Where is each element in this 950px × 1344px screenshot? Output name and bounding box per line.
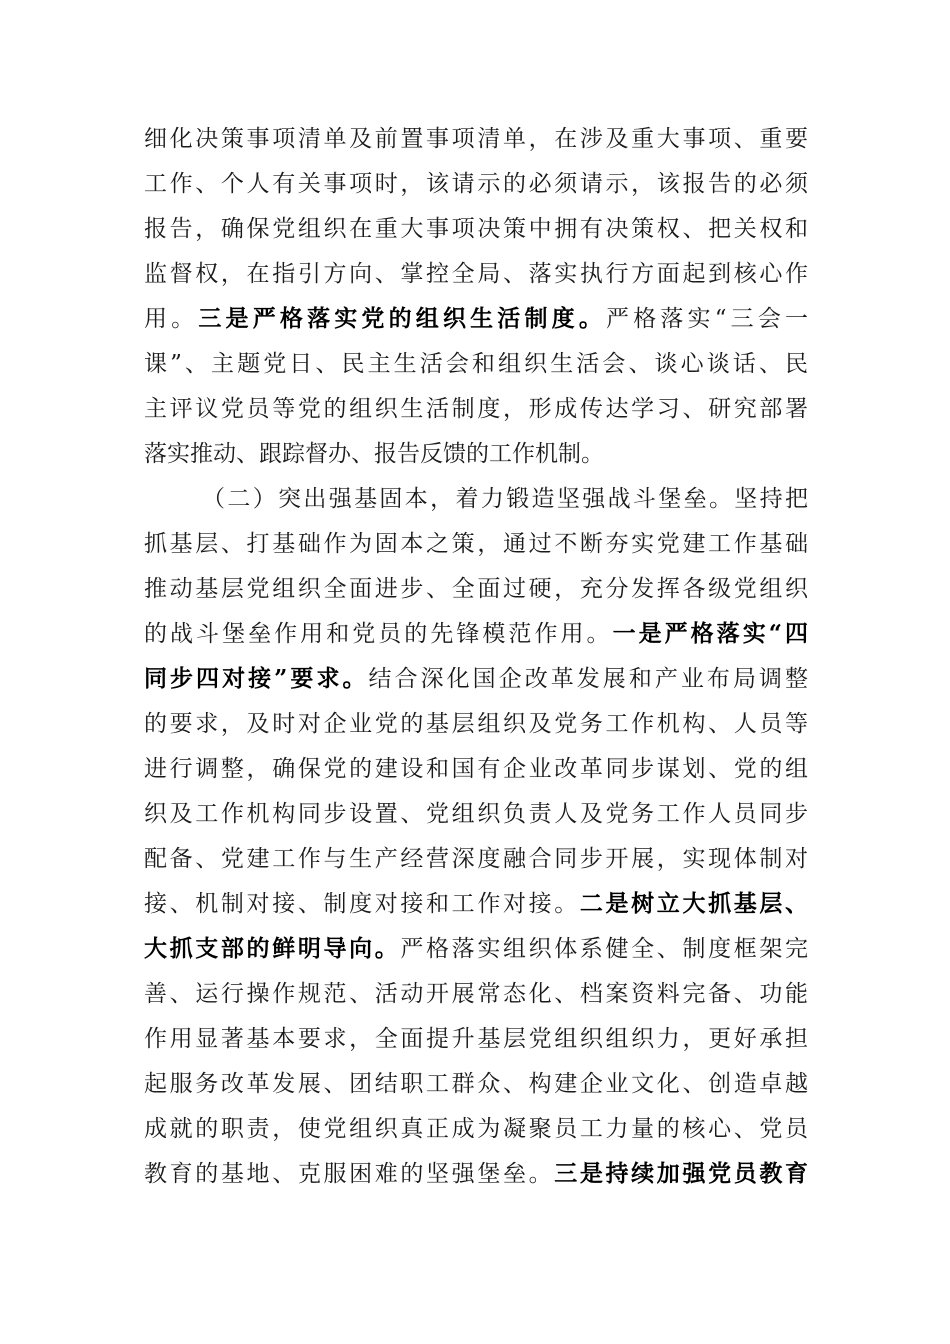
text-span: 细化决策事项清单及前置事项清单，在涉及重大事项、重要 <box>144 126 808 152</box>
text-span: 工作、个人有关事项时，该请示的必须请示，该报告的必须 <box>144 171 808 197</box>
text-line <box>144 161 808 207</box>
text-span: 善、运行操作规范、活动开展常态化、档案资料完备、功能 <box>144 981 808 1007</box>
text-line <box>144 431 808 477</box>
text-line <box>144 1106 808 1152</box>
text-line <box>144 206 808 252</box>
text-span: 成就的职责，使党组织真正成为凝聚员工力量的核心、党员 <box>144 1116 808 1142</box>
text-span: 报告，确保党组织在重大事项决策中拥有决策权、把关权和 <box>144 216 808 242</box>
text-line <box>144 341 808 387</box>
text-line <box>144 656 808 702</box>
text-line <box>144 746 808 792</box>
text-span: 起服务改革发展、团结职工群众、构建企业文化、创造卓越 <box>144 1071 808 1097</box>
text-line <box>144 296 808 342</box>
text-span: 进行调整，确保党的建设和国有企业改革同步谋划、党的组 <box>144 756 808 782</box>
text-span: 用。 <box>144 306 199 332</box>
text-span: 的战斗堡垒作用和党员的先锋模范作用。 <box>144 621 613 647</box>
text-span: 主评议党员等党的组织生活制度，形成传达学习、研究部署 <box>144 396 808 422</box>
text-line <box>144 971 808 1017</box>
text-line <box>144 521 808 567</box>
text-span: 课”、主题党日、民主生活会和组织生活会、谈心谈话、民 <box>144 351 808 377</box>
text-line <box>144 1151 808 1197</box>
text-line <box>144 1016 808 1062</box>
text-span: 作用显著基本要求，全面提升基层党组织组织力，更好承担 <box>144 1026 808 1052</box>
text-span: 严格落实组织体系健全、制度框架完 <box>400 936 809 962</box>
text-span: 落实推动、跟踪督办、报告反馈的工作机制。 <box>144 441 604 467</box>
text-span: 接、机制对接、制度对接和工作对接。 <box>144 891 580 917</box>
section-heading-line <box>202 476 808 522</box>
text-line <box>144 386 808 432</box>
text-span: 配备、党建工作与生产经营深度融合同步开展，实现体制对 <box>144 846 808 872</box>
bold-heading-span: 二是树立大抓基层、 <box>579 890 809 917</box>
bold-heading-span: 三是严格落实党的组织生活制度。 <box>198 305 607 332</box>
text-span: 严格落实“三会一 <box>606 306 809 332</box>
bold-heading-span: 同步四对接”要求。 <box>144 665 369 692</box>
text-line <box>144 701 808 747</box>
text-line <box>144 836 808 882</box>
text-line <box>144 926 808 972</box>
text-span: 的要求，及时对企业党的基层组织及党务工作机构、人员等 <box>144 711 808 737</box>
bold-heading-span: 三是持续加强党员教育 <box>554 1160 809 1187</box>
text-line <box>144 251 808 297</box>
text-line <box>144 881 808 927</box>
bold-heading-span: 一是严格落实“四 <box>612 620 809 647</box>
text-line <box>144 566 808 612</box>
text-line <box>144 611 808 657</box>
bold-heading-span: 大抓支部的鲜明导向。 <box>144 935 401 962</box>
text-span: 结合深化国企改革发展和产业布局调整 <box>368 666 809 692</box>
text-span: 教育的基地、克服困难的坚强堡垒。 <box>144 1161 555 1187</box>
text-span: 推动基层党组织全面进步、全面过硬，充分发挥各级党组织 <box>144 576 808 602</box>
text-line <box>144 791 808 837</box>
text-line <box>144 1061 808 1107</box>
text-span: 监督权，在指引方向、掌控全局、落实执行方面起到核心作 <box>144 261 808 287</box>
text-span: 抓基层、打基础作为固本之策，通过不断夯实党建工作基础 <box>144 531 808 557</box>
text-span: （二）突出强基固本，着力锻造坚强战斗堡垒。坚持把 <box>202 486 808 512</box>
text-line <box>144 116 808 162</box>
text-span: 织及工作机构同步设置、党组织负责人及党务工作人员同步 <box>144 801 808 827</box>
